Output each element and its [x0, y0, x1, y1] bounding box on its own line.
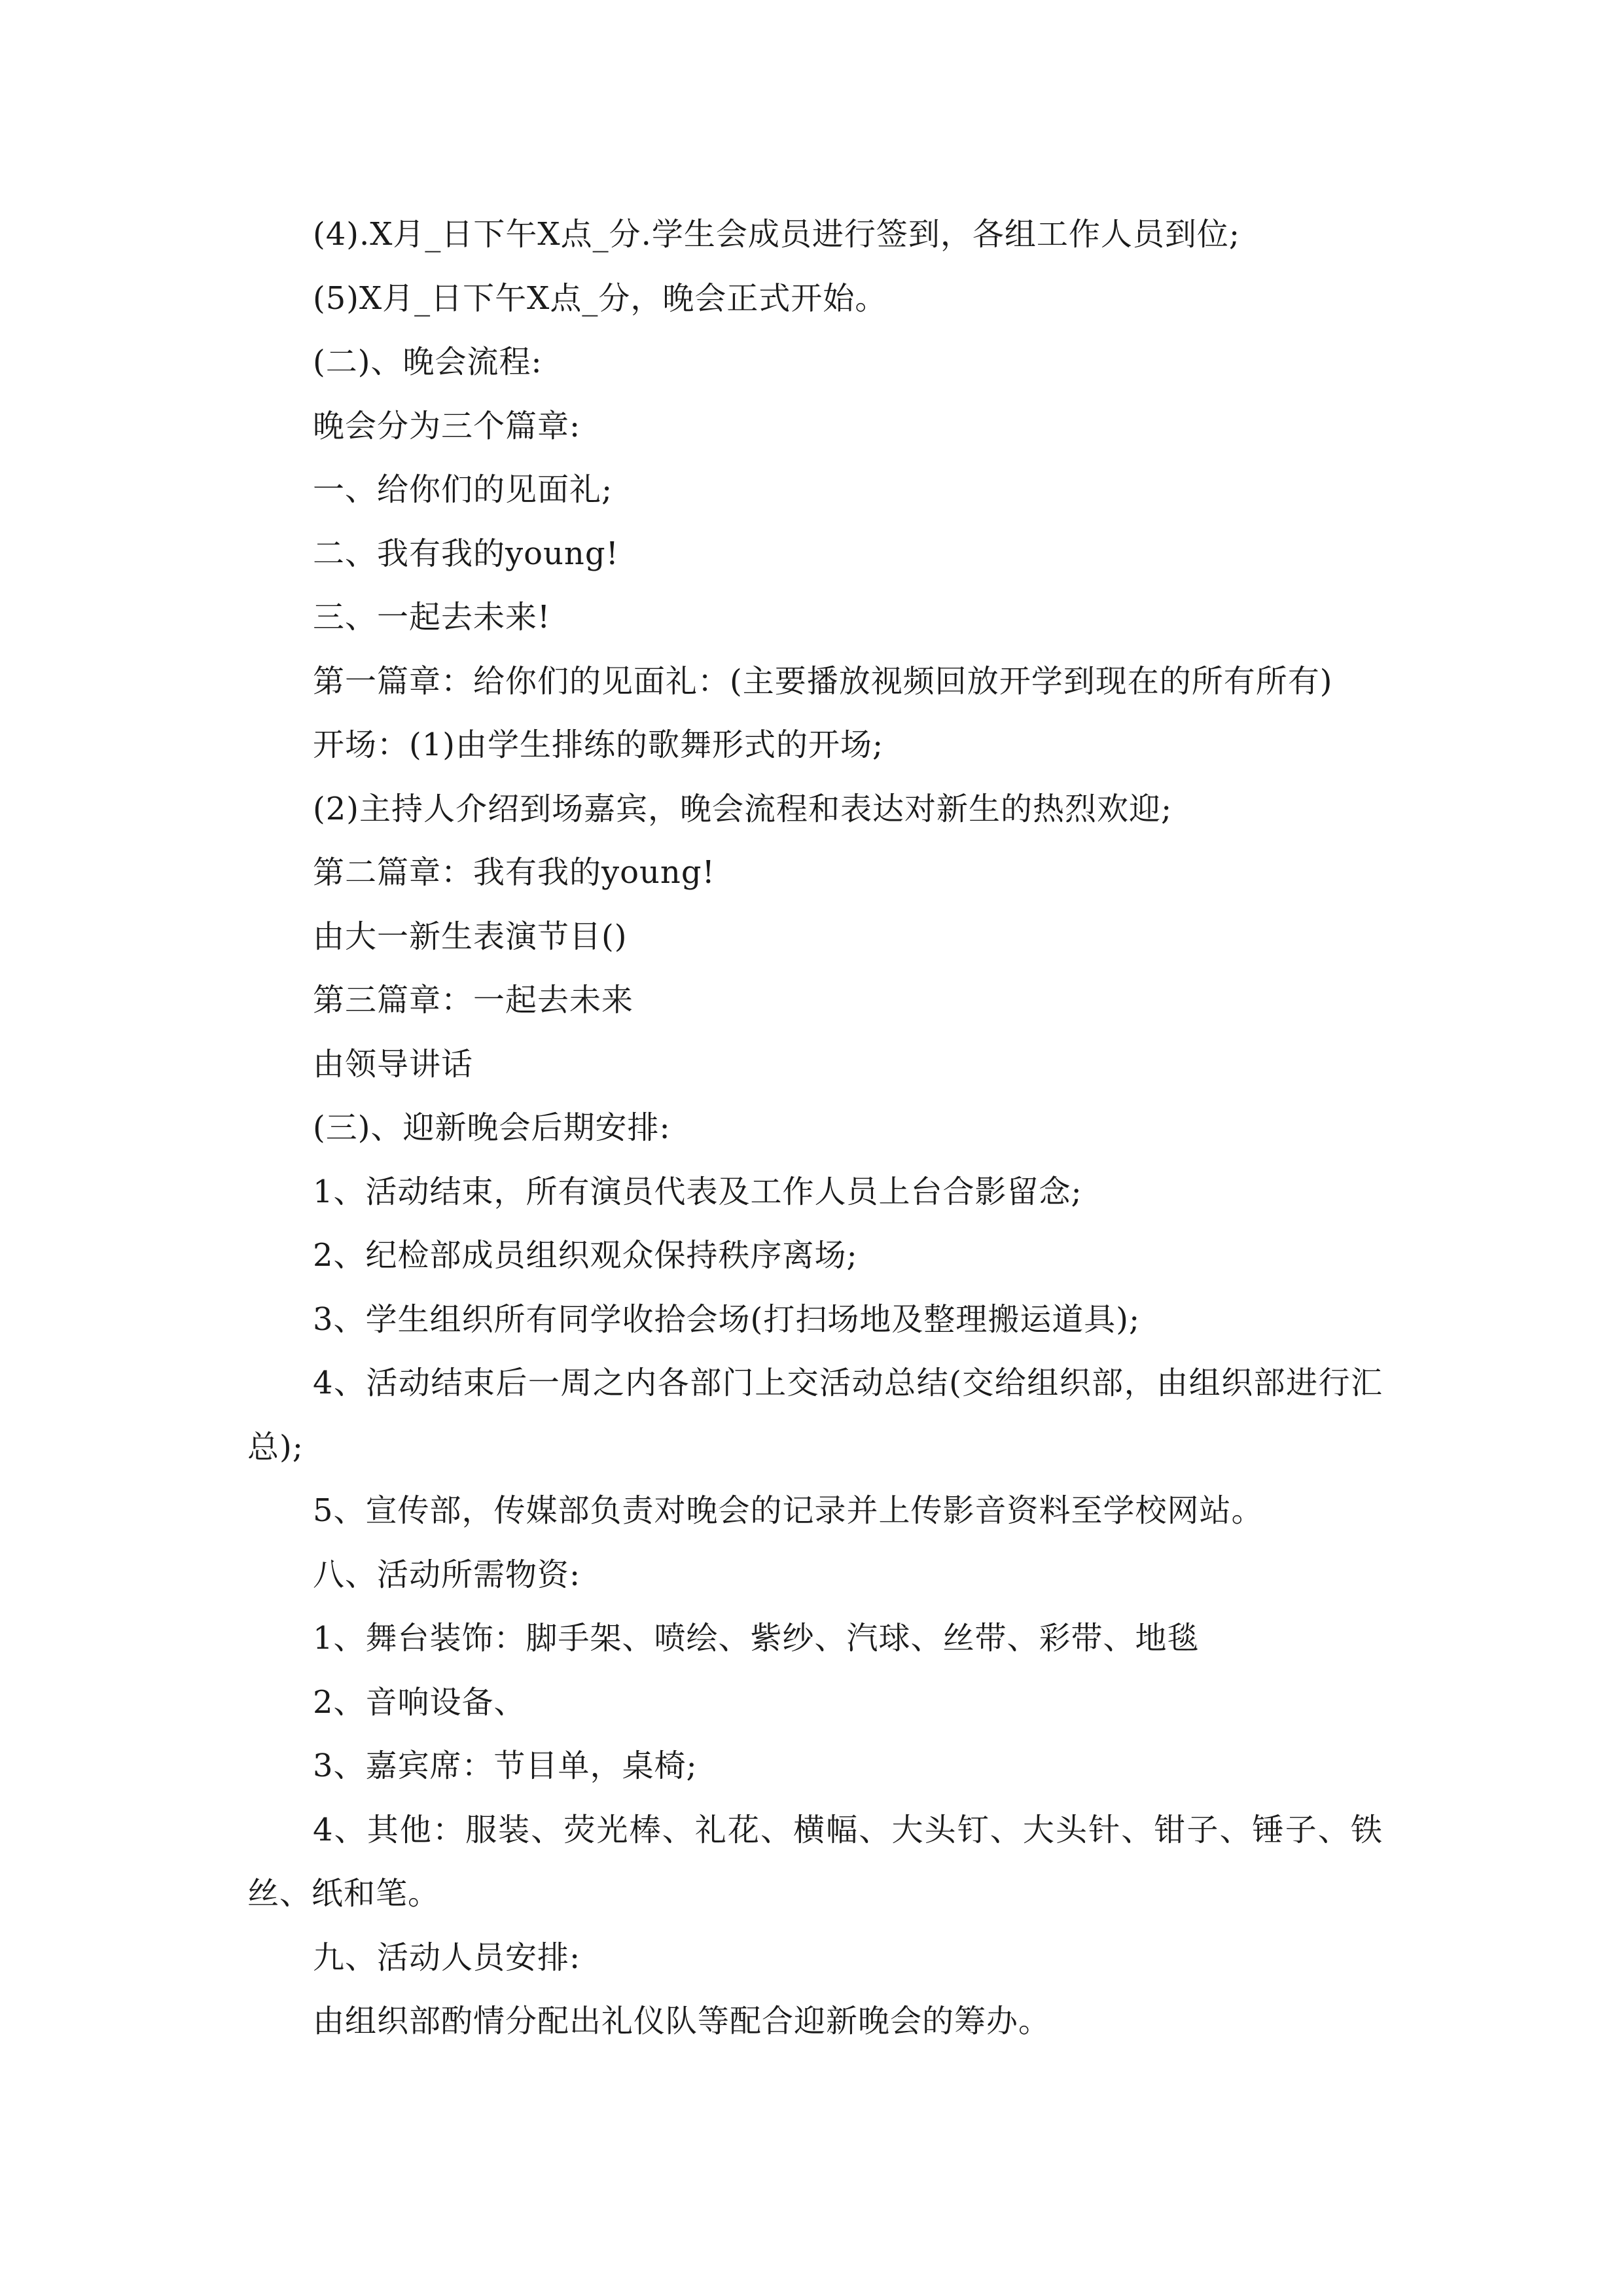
text-line: 由大一新生表演节目(): [313, 918, 628, 955]
list-item: 3、嘉宾席：节目单，桌椅;: [313, 1748, 698, 1784]
text-line: 由领导讲话: [313, 1045, 474, 1083]
document-body: [247, 203, 1383, 2054]
text-line: (2)主持人介绍到场嘉宾，晚会流程和表达对新生的热烈欢迎;: [313, 790, 1173, 827]
section-heading: (三)、迎新晚会后期安排:: [313, 1109, 671, 1146]
list-item: 4、活动结束后一周之内各部门上交活动总结(交给组织部，由组织部进行汇: [313, 1365, 1383, 1401]
list-item: 3、学生组织所有同学收拾会场(打扫场地及整理搬运道具);: [313, 1300, 1141, 1338]
list-item: 2、纪检部成员组织观众保持秩序离场;: [313, 1237, 858, 1274]
list-item: 5、宣传部，传媒部负责对晚会的记录并上传影音资料至学校网站。: [313, 1492, 1264, 1529]
text-line: 由组织部酌情分配出礼仪队等配合迎新晚会的筹办。: [313, 2003, 1051, 2039]
list-item: 1、舞台装饰：脚手架、喷绘、紫纱、汽球、丝带、彩带、地毯: [313, 1620, 1200, 1657]
section-heading: 九、活动人员安排:: [313, 1939, 581, 1976]
chapter-heading: 第三篇章：一起去未来: [313, 982, 634, 1018]
list-item: 一、给你们的见面礼;: [313, 471, 613, 508]
list-item: 4、其他：服装、荧光棒、礼花、横幅、大头钉、大头针、钳子、锤子、铁: [313, 1811, 1383, 1848]
text-line: (4).X月_日下午X点_分.学生会成员进行签到，各组工作人员到位;: [313, 216, 1241, 253]
list-item: 1、活动结束，所有演员代表及工作人员上台合影留念;: [313, 1173, 1082, 1210]
text-line: 晚会分为三个篇章:: [313, 407, 581, 444]
text-line: (5)X月_日下午X点_分，晚会正式开始。: [313, 279, 887, 317]
chapter-heading: 第一篇章：给你们的见面礼：(主要播放视频回放开学到现在的所有所有): [313, 662, 1333, 700]
section-heading: (二)、晚会流程:: [313, 344, 543, 380]
list-item-continuation: 总);: [247, 1428, 304, 1465]
list-item: 二、我有我的young!: [313, 535, 619, 572]
section-heading: 八、活动所需物资:: [313, 1556, 581, 1593]
text-line: 开场：(1)由学生排练的歌舞形式的开场;: [313, 726, 884, 763]
chapter-heading: 第二篇章：我有我的young!: [313, 854, 715, 891]
list-item: 三、一起去未来!: [313, 599, 551, 636]
list-item-continuation: 丝、纸和笔。: [247, 1875, 440, 1912]
list-item: 2、音响设备、: [313, 1683, 526, 1721]
